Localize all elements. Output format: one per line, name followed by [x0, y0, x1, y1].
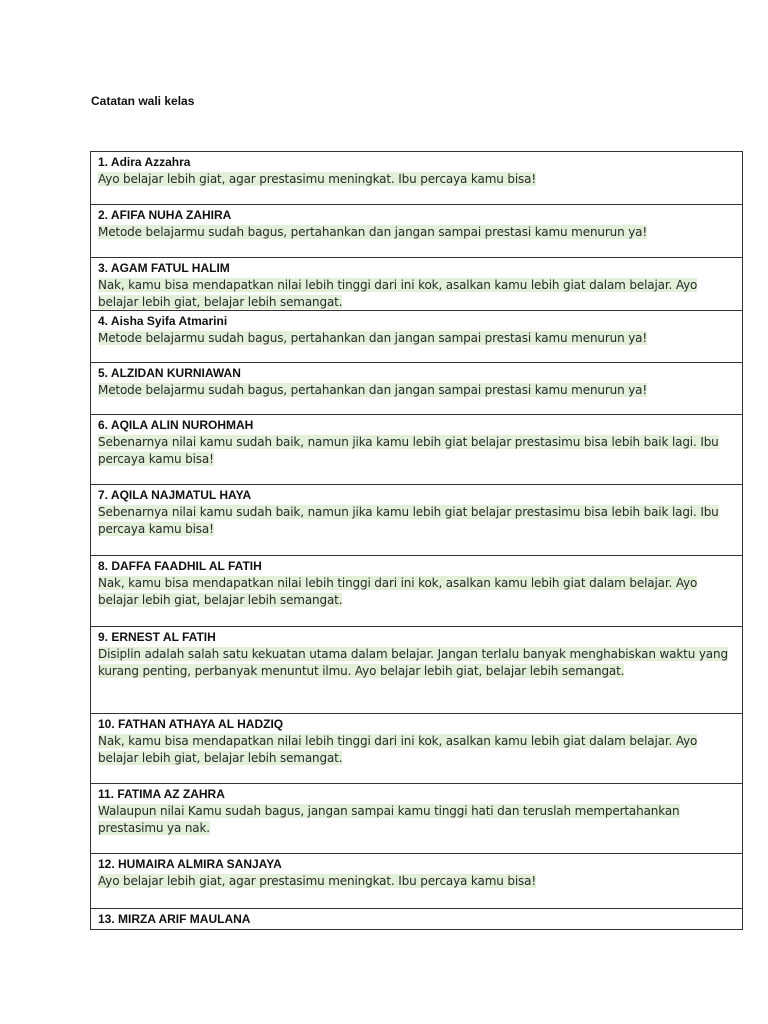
comment-text: Sebenarnya nilai kamu sudah baik, namun jika kamu lebih giat belajar prestasimu bisa lebih baik lagi. Ibu percaya kamu bisa! — [98, 505, 719, 537]
comment-text: Metode belajarmu sudah bagus, pertahankan dan jangan sampai prestasi kamu menurun ya! — [98, 383, 648, 397]
teacher-comment — [98, 803, 736, 838]
comment-text: Sebenarnya nilai kamu sudah baik, namun jika kamu lebih giat belajar prestasimu bisa lebih baik lagi. Ibu percaya kamu bisa! — [98, 435, 719, 467]
table-row — [91, 258, 742, 311]
student-name: 8. DAFFA FAADHIL AL FATIH — [98, 559, 262, 573]
teacher-comment — [98, 575, 736, 610]
student-name: 1. Adira Azzahra — [98, 155, 191, 169]
table-row — [91, 714, 742, 784]
comment-text: Disiplin adalah salah satu kekuatan utama dalam belajar. Jangan terlalu banyak menghabiskan waktu yang kurang penting, perbanyak menuntut ilmu. Ayo belajar lebih giat, belajar lebih semangat. — [98, 647, 728, 679]
student-name: 10. FATHAN ATHAYA AL HADZIQ — [98, 717, 284, 731]
comment-text: Ayo belajar lebih giat, agar prestasimu meningkat. Ibu percaya kamu bisa! — [98, 172, 536, 186]
teacher-comment — [98, 873, 736, 890]
student-name: 13. MIRZA ARIF MAULANA — [98, 912, 251, 926]
student-name: 3. AGAM FATUL HALIM — [98, 261, 230, 275]
table-row — [91, 556, 742, 627]
teacher-comment — [98, 504, 736, 539]
comment-text: Walaupun nilai Kamu sudah bagus, jangan sampai kamu tinggi hati dan teruslah mempertahankan prestasimu ya nak. — [98, 804, 680, 836]
comment-text: Nak, kamu bisa mendapatkan nilai lebih tinggi dari ini kok, asalkan kamu lebih giat dalam belajar. Ayo belajar lebih giat, belajar lebih semangat. — [98, 576, 698, 608]
table-row — [91, 152, 742, 205]
table-row — [91, 485, 742, 556]
table-row — [91, 909, 742, 929]
page-title: Catatan wali kelas — [91, 94, 195, 108]
teacher-comment — [98, 277, 736, 311]
student-name: 2. AFIFA NUHA ZAHIRA — [98, 208, 232, 222]
table-row — [91, 363, 742, 415]
student-name: 9. ERNEST AL FATIH — [98, 630, 216, 644]
student-name: 12. HUMAIRA ALMIRA SANJAYA — [98, 857, 282, 871]
table-row — [91, 784, 742, 854]
comment-text: Ayo belajar lebih giat, agar prestasimu meningkat. Ibu percaya kamu bisa! — [98, 874, 536, 888]
teacher-comment — [98, 434, 736, 469]
teacher-comment — [98, 733, 736, 768]
student-name: 4. Aisha Syifa Atmarini — [98, 314, 228, 328]
table-row — [91, 415, 742, 485]
student-name: 6. AQILA ALIN NUROHMAH — [98, 418, 254, 432]
comment-text: Nak, kamu bisa mendapatkan nilai lebih tinggi dari ini kok, asalkan kamu lebih giat dalam belajar. Ayo belajar lebih giat, belajar lebih semangat. — [98, 734, 698, 766]
notes-table — [90, 151, 743, 930]
teacher-comment — [98, 646, 736, 681]
student-name: 7. AQILA NAJMATUL HAYA — [98, 488, 252, 502]
student-name: 11. FATIMA AZ ZAHRA — [98, 787, 225, 801]
comment-text: Nak, kamu bisa mendapatkan nilai lebih tinggi dari ini kok, asalkan kamu lebih giat dalam belajar. Ayo belajar lebih giat, belajar lebih semangat. — [98, 278, 698, 310]
comment-text: Metode belajarmu sudah bagus, pertahankan dan jangan sampai prestasi kamu menurun ya! — [98, 225, 648, 239]
table-row — [91, 205, 742, 258]
teacher-comment — [98, 171, 736, 188]
teacher-comment — [98, 330, 736, 347]
teacher-comment — [98, 224, 736, 241]
table-row — [91, 311, 742, 363]
teacher-comment — [98, 382, 736, 399]
comment-text: Metode belajarmu sudah bagus, pertahankan dan jangan sampai prestasi kamu menurun ya! — [98, 331, 648, 345]
table-row — [91, 627, 742, 714]
table-row — [91, 854, 742, 909]
student-name: 5. ALZIDAN KURNIAWAN — [98, 366, 241, 380]
